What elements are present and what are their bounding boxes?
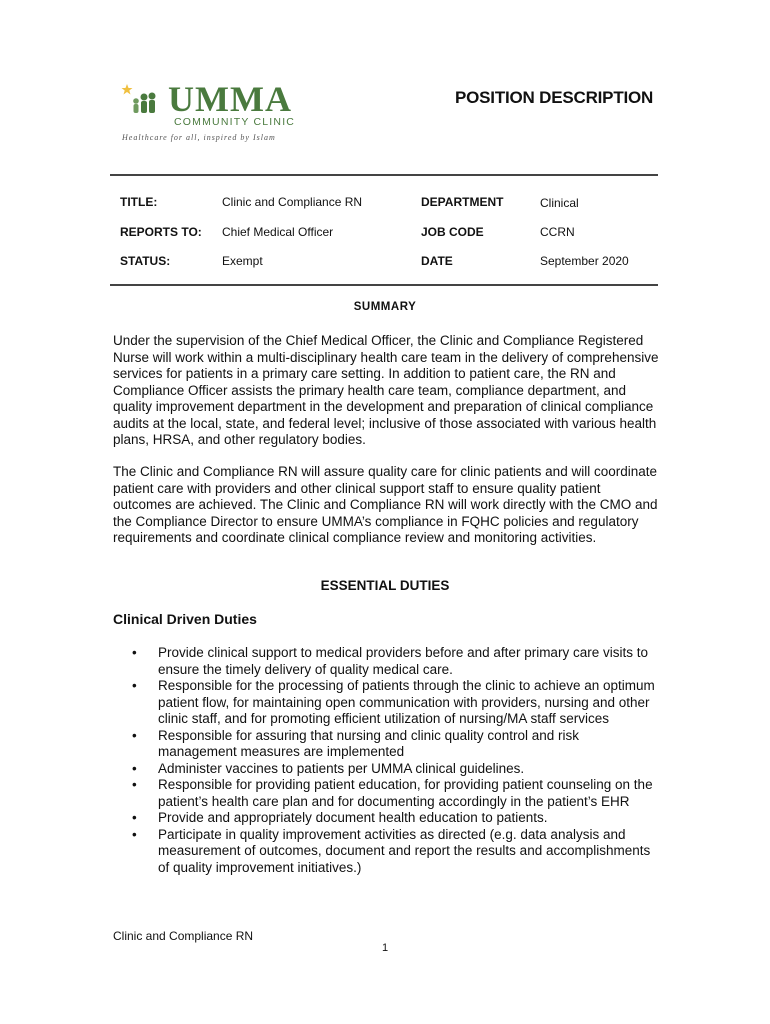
department-value: Clinical	[540, 196, 579, 210]
list-item	[130, 728, 660, 761]
logo-emblem-icon	[118, 80, 168, 124]
date-label: DATE	[421, 254, 453, 268]
reports-to-label: REPORTS TO:	[120, 225, 202, 239]
summary-paragraph: Under the supervision of the Chief Medical Officer, the Clinic and Compliance Registered Nurse will work within a multi-disciplinary health care team in the delivery of comprehensive services for patients in a primary care setting. In addition to patient care, the RN and Compliance Officer assists the primary health care team, compliance department, and quality improvement department in the development and preparation of clinical compliance audits at the local, state, and federal level; inclusive of those associated with various health plans, HRSA, and other regulatory bodies.	[113, 333, 659, 447]
summary-paragraph: The Clinic and Compliance RN will assure quality care for clinic patients and will coordinate patient care with providers and other clinical support staff to ensure quality patient outcomes are achieved. The Clinic and Compliance RN will work directly with the CMO and the Compliance Director to ensure UMMA’s compliance in FQHC policies and regulatory requirements and coordinate clinical compliance review and monitoring activities.	[113, 464, 658, 545]
job-code-label: JOB CODE	[421, 225, 484, 239]
list-item-text: Provide clinical support to medical providers before and after primary care visits to ensure the timely delivery of quality medical care.	[158, 645, 648, 677]
department-label: DEPARTMENT	[421, 195, 504, 209]
status-value: Exempt	[222, 254, 263, 268]
list-item	[130, 761, 660, 778]
list-item	[130, 645, 660, 678]
umma-logo	[118, 78, 308, 148]
job-code-value: CCRN	[540, 225, 575, 239]
list-item-text: Responsible for the processing of patients through the clinic to achieve an optimum patient flow, for maintaining open communication with providers, nursing and other clinic staff, and for promoting efficient utilization of nursing/MA staff services	[158, 678, 655, 726]
duties-list	[130, 645, 660, 876]
list-item	[130, 678, 660, 728]
date-value: September 2020	[540, 254, 629, 268]
reports-to-value: Chief Medical Officer	[222, 225, 334, 239]
footer-document-name: Clinic and Compliance RN	[113, 929, 254, 943]
list-item-text: Administer vaccines to patients per UMMA clinical guidelines.	[158, 760, 525, 776]
bullet-icon: •	[132, 727, 137, 743]
logo-wordmark: UMMA	[168, 79, 292, 119]
bullet-icon: •	[132, 826, 137, 842]
bullet-icon: •	[132, 645, 137, 660]
document-title: POSITION DESCRIPTION	[455, 88, 654, 107]
title-label: TITLE:	[120, 195, 158, 209]
divider-top	[110, 174, 658, 176]
list-item-text: Responsible for providing patient education, for providing patient counseling on the patient’s health care plan and for documenting accordingly in the patient’s EHR	[158, 777, 653, 809]
essential-duties-heading: ESSENTIAL DUTIES	[320, 578, 450, 593]
list-item-text: Participate in quality improvement activities as directed (e.g. data analysis and measurement of outcomes, document and report the results and accomplishments of quality improvement initiatives.)	[158, 826, 651, 875]
bullet-icon: •	[132, 777, 137, 792]
page-number: 1	[381, 942, 389, 954]
list-item-text: Responsible for assuring that nursing and clinic quality control and risk management measures are implemented	[158, 727, 579, 759]
bullet-icon: •	[132, 760, 137, 776]
title-value: Clinic and Compliance RN	[222, 195, 363, 209]
list-item-text: Provide and appropriately document health education to patients.	[158, 810, 548, 825]
list-item	[130, 810, 660, 827]
list-item	[130, 777, 660, 810]
logo-subtitle: COMMUNITY CLINIC	[174, 116, 296, 128]
list-item	[130, 827, 660, 877]
summary-heading: SUMMARY	[353, 301, 417, 313]
bullet-icon: •	[132, 678, 137, 693]
bullet-icon: •	[132, 810, 137, 825]
logo-tagline: Healthcare for all, inspired by Islam	[122, 133, 276, 142]
status-label: STATUS:	[120, 254, 171, 268]
clinical-duties-subheading: Clinical Driven Duties	[113, 611, 257, 627]
divider-bottom	[110, 284, 658, 286]
